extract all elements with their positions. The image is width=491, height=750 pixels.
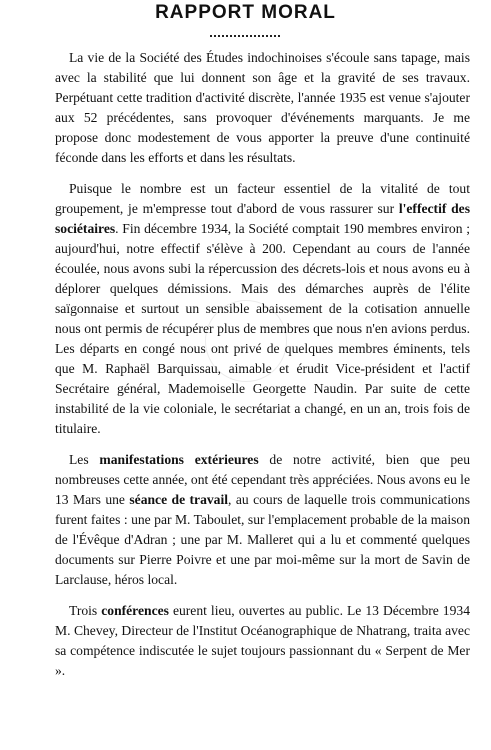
emphasized-term: séance de travail xyxy=(129,492,229,507)
emphasized-term: l'effectif des sociétaires xyxy=(55,201,470,236)
text-run: La vie de la Société des Études indochinoises s'écoule sans tapage, mais avec la stabilité que lui donnent son âge et la gravité de ses travaux. Perpétuant cette tradition d'activité discrète, l'année 1935 est venue s'ajouter aux 52 précédentes, sans provoquer d'événements marquants. Je me propose donc modestement de vous apporter la preuve d'une continuité féconde dans les efforts et dans les résultats. xyxy=(55,50,470,165)
paragraph xyxy=(55,601,470,681)
page-title: RAPPORT MORAL xyxy=(155,2,336,23)
text-run: , au cours de laquelle trois communications furent faites : une par M. Taboulet, sur l'emplacement probable de la maison de l'Évêque d'Adran ; une par M. Malleret qui a lu et commenté quelques documents sur Pierre Poivre et une par moi-même sur la mort de Savin de Larclause, héros local. xyxy=(55,492,470,587)
emphasized-term: conférences xyxy=(101,603,169,618)
text-run: eurent lieu, ouvertes au public. Le 13 Décembre 1934 M. Chevey, Directeur de l'Institut Océanographique de Nhatrang, traita avec sa compétence indiscutée le sujet toujours passionnant du « Serpent de Mer ». xyxy=(55,603,470,678)
paragraph xyxy=(55,179,470,439)
paragraph xyxy=(55,48,470,168)
text-run: Trois xyxy=(69,603,102,618)
title-ornament-rule xyxy=(210,35,280,37)
paragraph xyxy=(55,450,470,590)
text-run: . Fin décembre 1934, la Société comptait 190 membres environ ; aujourd'hui, notre effectif s'élève à 200. Cependant au cours de l'année écoulée, nous avons subi la répercussion des décrets-lois et nous avons eu à déplorer quelques démissions. Mais des démarches auprès de l'élite saïgonnaise et surtout un sensible abaissement de la cotisation annuelle nous ont permis de récupérer plus de membres que nous n'en avions perdus. Les départs en congé nous ont privé de quelques membres éminents, tels que M. Raphaël Barquissau, aimable et érudit Vice-président et l'actif Secrétaire général, Mademoiselle Georgette Naudin. Par suite de cette instabilité de la vie coloniale, le secrétariat a changé, en un an, trois fois de titulaire. xyxy=(55,221,470,436)
text-run: Les xyxy=(69,452,100,467)
emphasized-term: manifestations extérieures xyxy=(99,452,259,467)
text-run: Puisque le nombre est un facteur essentiel de la vitalité de tout groupement, je m'empresse tout d'abord de vous rassurer sur xyxy=(55,181,470,216)
text-run: de notre activité, bien que peu nombreuses cette année, ont été cependant très appréciées. Nous avons eu le 13 Mars une xyxy=(55,452,470,507)
report-body xyxy=(55,48,470,692)
